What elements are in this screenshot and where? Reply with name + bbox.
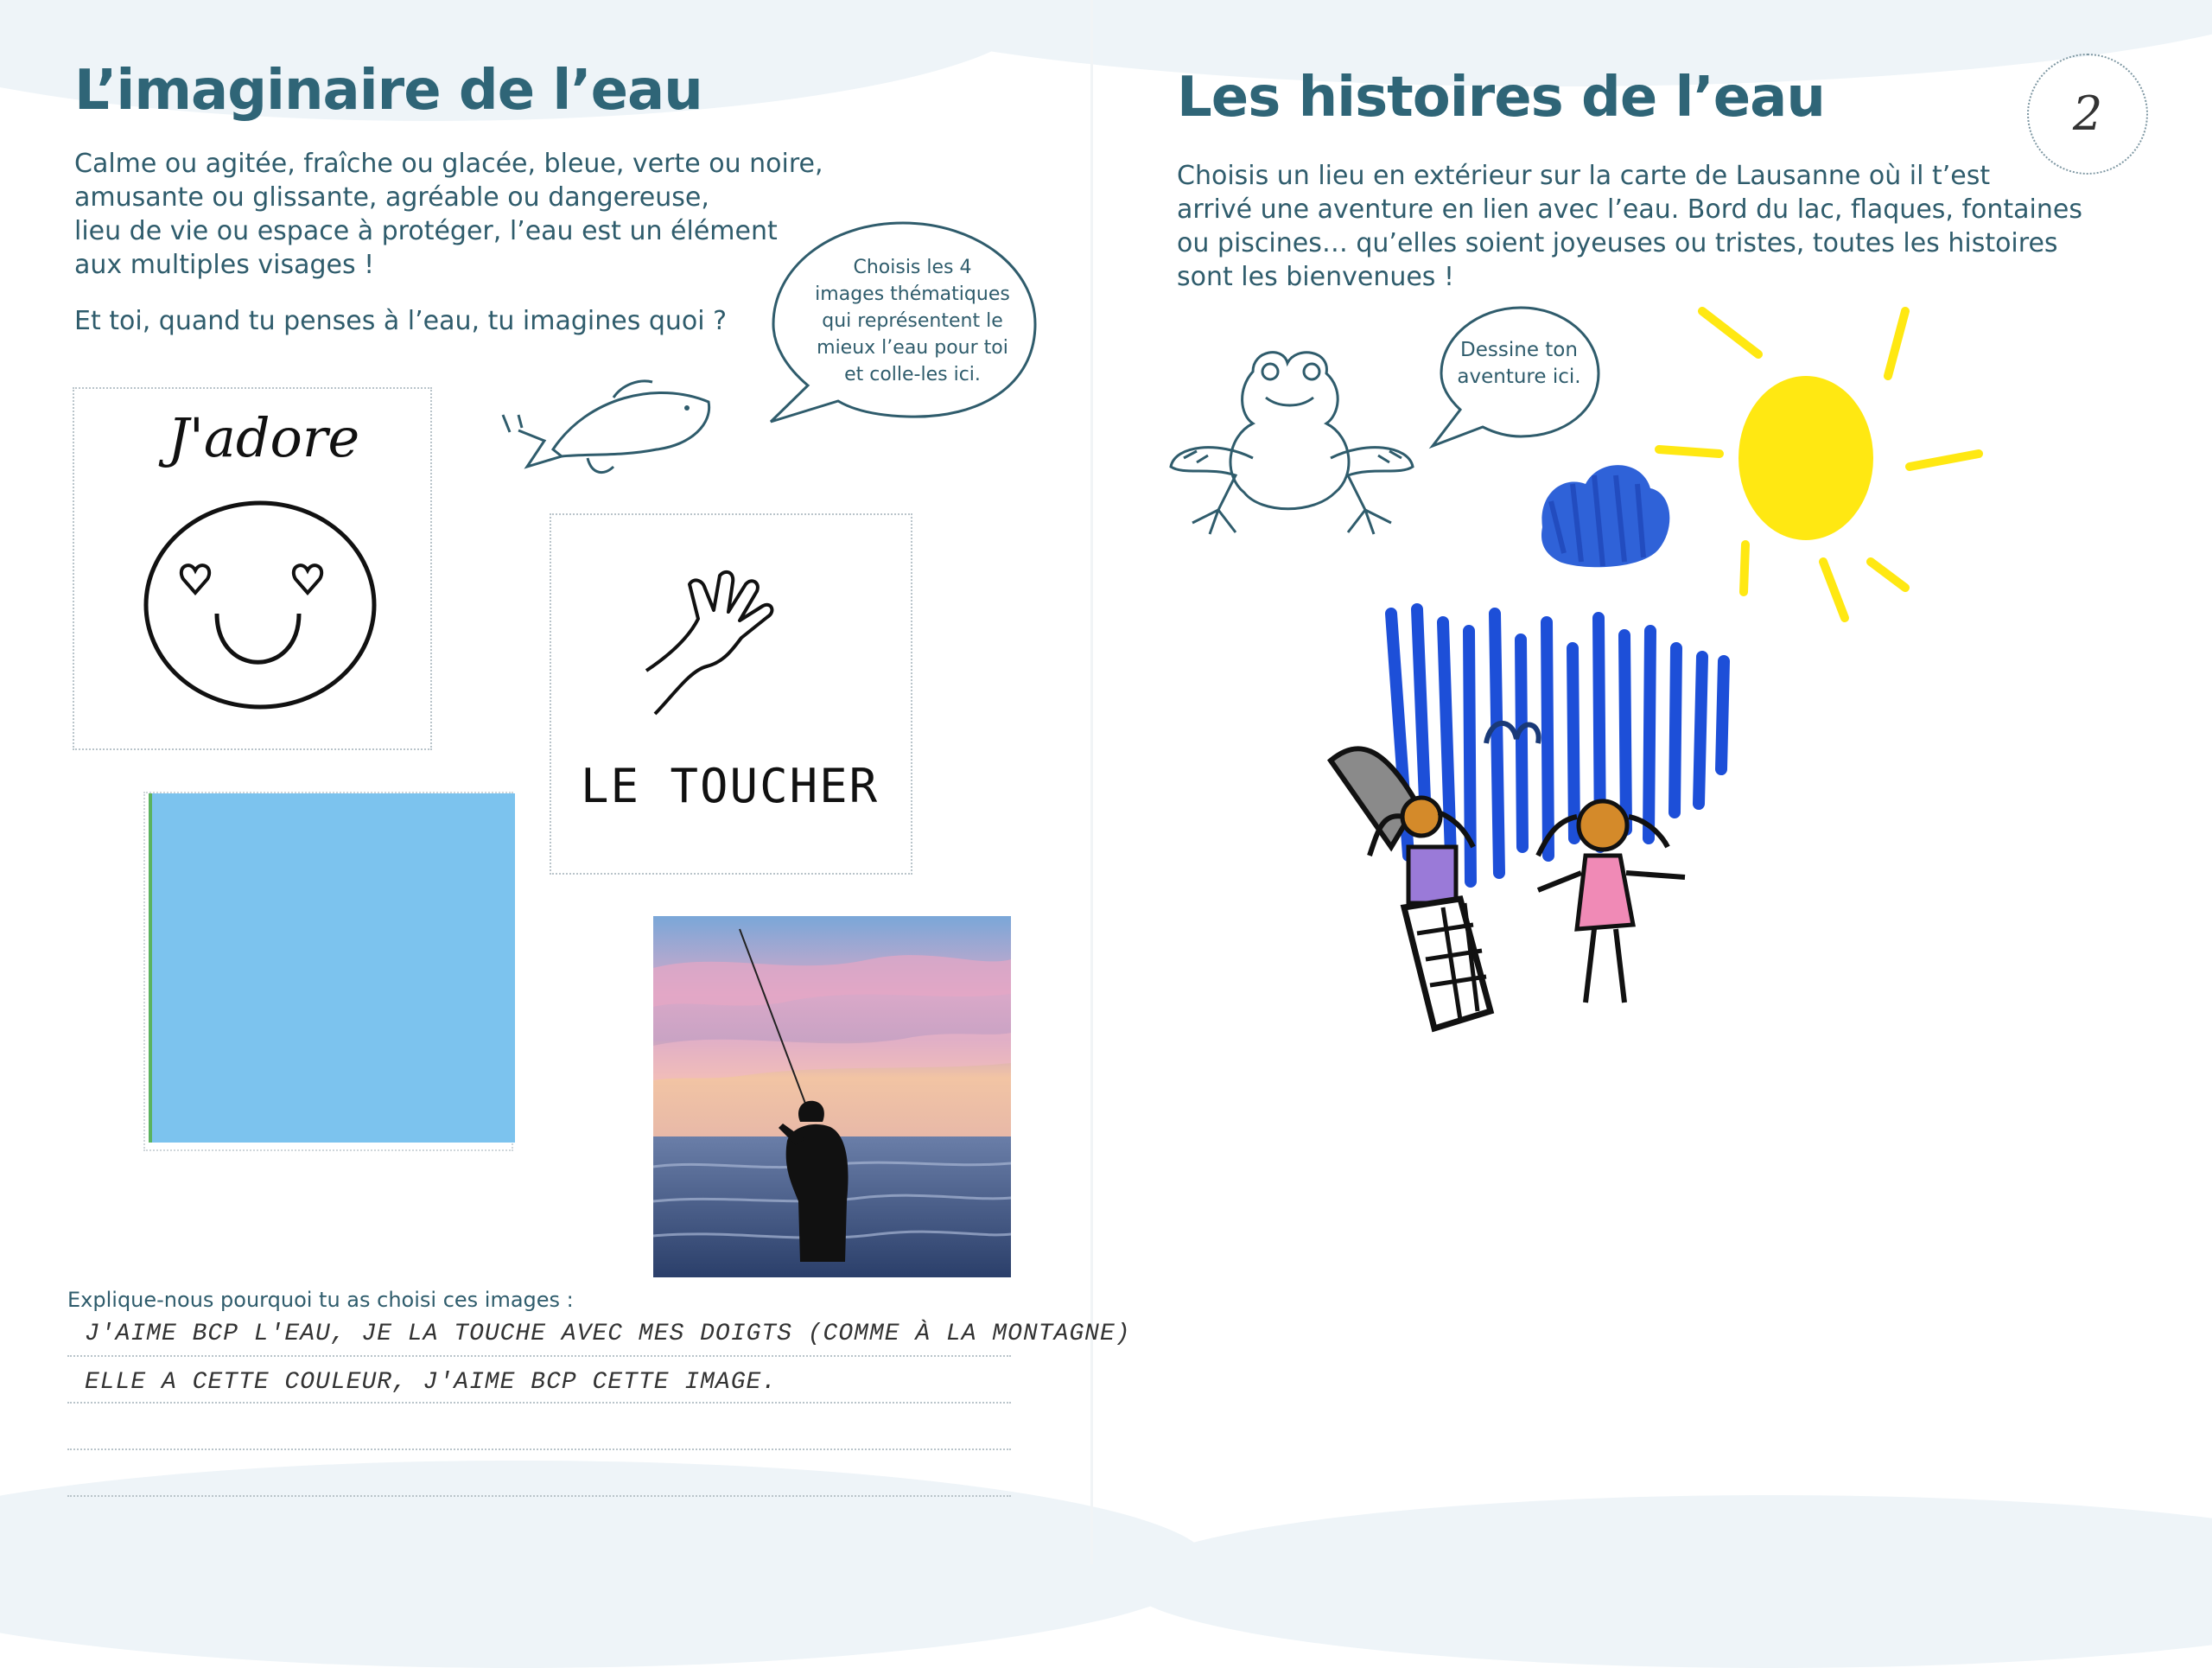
answer-line-3 (67, 1448, 1011, 1450)
image-card-adore (73, 387, 432, 750)
image-card-photo (653, 916, 1011, 1277)
handwritten-answer-line-2: ELLE A CETTE COULEUR, J'AIME BCP CETTE IMAGE. (85, 1369, 778, 1396)
bubble-right-line: Dessine ton (1460, 339, 1578, 361)
explain-label: Explique-nous pourquoi tu as choisi ces images : (67, 1288, 574, 1312)
wave-bg-3 (0, 1461, 1210, 1668)
bubble-left-line: et colle-les ici. (844, 364, 981, 385)
right-intro-line: Choisis un lieu en extérieur sur la carte de Lausanne où il t’est (1177, 161, 1991, 191)
image-card-blue (143, 792, 513, 1151)
bubble-left-line: Choisis les 4 (853, 257, 972, 278)
wave-bg-4 (1123, 1495, 2212, 1668)
smiley-heart-eyes-icon (135, 493, 385, 717)
left-intro-line: aux multiples visages ! (74, 250, 375, 280)
right-intro-line: ou piscines… qu’elles soient joyeuses ou tristes, toutes les histoires (1177, 228, 2058, 258)
left-intro-line: amusante ou glissante, agréable ou dangereuse, (74, 182, 709, 213)
fish-sketch (493, 363, 726, 484)
bubble-right-text (1441, 337, 1597, 391)
handwritten-answer-line-1: J'AIME BCP L'EAU, JE LA TOUCHE AVEC MES DOIGTS (COMME À LA MONTAGNE) (85, 1321, 1131, 1347)
left-question: Et toi, quand tu penses à l’eau, tu imagines quoi ? (74, 306, 728, 336)
answer-line-2 (67, 1402, 1011, 1404)
bubble-left-line: mieux l’eau pour toi (817, 337, 1008, 359)
page-number: 2 (2072, 86, 2103, 141)
bubble-left-line: qui représentent le (822, 310, 1003, 332)
right-intro-line: arrivé une aventure en lien avec l’eau. Bord du lac, flaques, fontaines (1177, 194, 2082, 225)
children-drawing (1322, 596, 1745, 1046)
image-card-touch (550, 513, 912, 875)
answer-line-4 (67, 1495, 1011, 1497)
frog-sketch (1158, 337, 1426, 544)
page-number-circle (2027, 54, 2148, 175)
right-intro-line: sont les bienvenues ! (1177, 262, 1454, 292)
left-intro-line: lieu de vie ou espace à protéger, l’eau est un élément (74, 216, 778, 246)
right-intro (1177, 159, 2127, 294)
sun-drawing (1642, 285, 2005, 648)
card-touch-text: LE TOUCHER (581, 759, 880, 813)
hand-icon (629, 567, 802, 740)
left-intro-line: Calme ou agitée, fraîche ou glacée, bleue, verte ou noire, (74, 149, 823, 179)
bubble-right-line: aventure ici. (1457, 366, 1581, 388)
left-intro (74, 147, 852, 282)
answer-line-1 (67, 1355, 1011, 1357)
bubble-left-line: images thématiques (815, 283, 1010, 305)
right-page-title: Les histoires de l’eau (1177, 66, 1825, 130)
card-adore-text: J'adore (168, 406, 360, 469)
left-page-title: L’imaginaire de l’eau (74, 59, 702, 123)
fisherman-sunset-photo (653, 916, 1011, 1277)
blue-paper-square (149, 793, 515, 1143)
bubble-left-text (791, 254, 1033, 388)
